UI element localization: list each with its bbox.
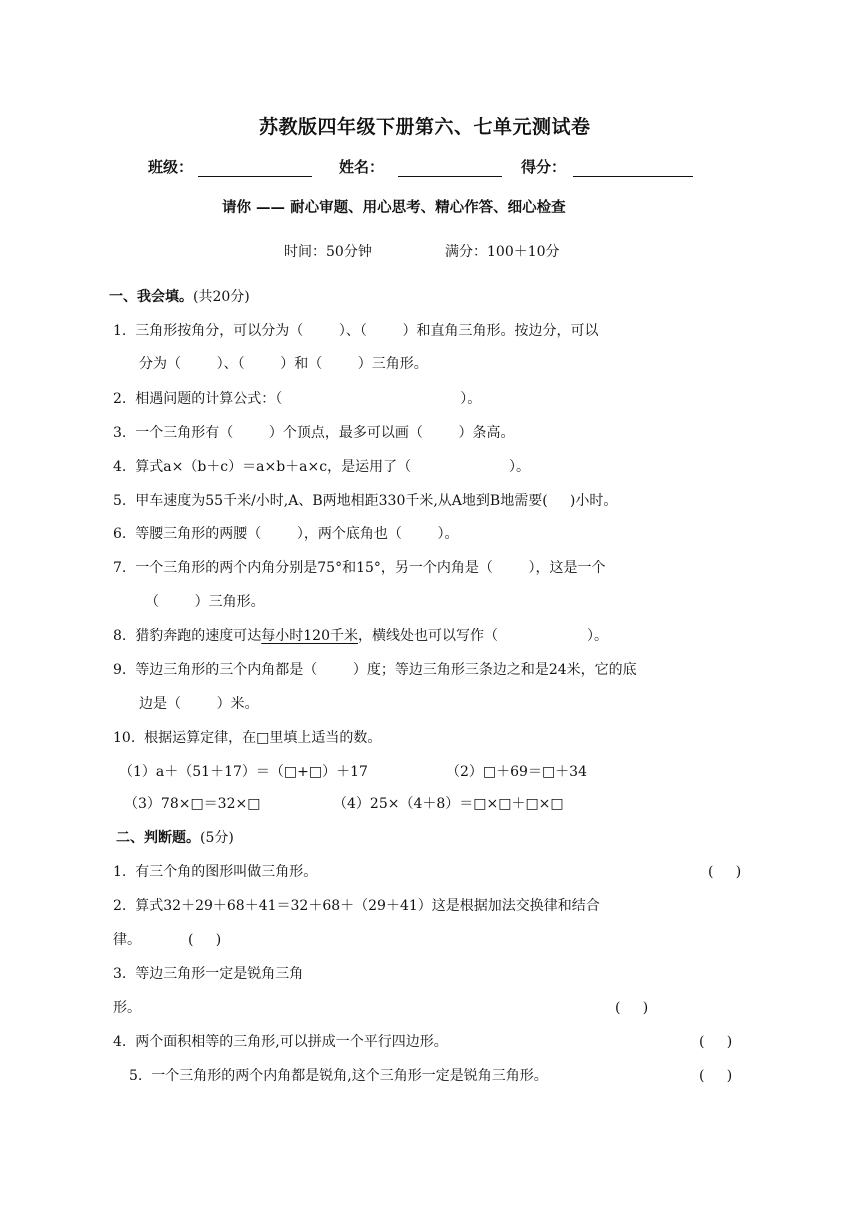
judge-2-line1: 2. 算式32＋29＋68＋41＝32＋68＋（29＋41）这是根据加法交换律和结合 [113,898,600,914]
question-8-pre: 8. 猎豹奔跑的速度可达 [113,628,262,644]
question-2: 2. 相遇问题的计算公式：（ ）。 [113,391,482,407]
name-blank[interactable] [398,162,502,177]
question-10-part2: （2）□＋69＝□＋34 [446,764,587,780]
judge-2-answer[interactable]: ( ) [188,932,222,948]
score-blank[interactable] [573,162,693,177]
score-label: 得分： [521,158,567,176]
judge-2-line2: 律。 [113,932,141,948]
section1-title: 一、我会填。 [109,289,193,305]
question-7-line1: 7. 一个三角形的两个内角分别是75°和15°，另一个内角是（ ），这是一个 [113,560,606,576]
name-label: 姓名： [339,158,385,176]
judge-3-line2: 形。 [113,1000,141,1016]
judge-1: 1. 有三个角的图形叫做三角形。 [113,864,318,880]
judge-3-answer[interactable]: ( ) [615,1000,649,1016]
section2-header [116,831,234,845]
motto: 请你 —— 耐心审题、用心思考、精心作答、细心检查 [222,199,566,216]
question-1-line2: 分为（ ）、（ ）和（ ）三角形。 [139,356,428,372]
page-title: 苏教版四年级下册第六、七单元测试卷 [259,116,591,138]
judge-5-answer[interactable]: ( ) [699,1068,733,1084]
question-1-line1: 1. 三角形按角分，可以分为（ ）、（ ）和直角三角形。按边分，可以 [113,323,599,339]
question-9-line2: 边是（ ）米。 [139,696,259,712]
question-4: 4. 算式a×（b＋c）＝a×b＋a×c，是运用了（ ）。 [113,459,530,475]
time-limit: 时间：50分钟 [284,244,372,260]
section2-points: (5分) [200,830,234,846]
judge-3-line1: 3. 等边三角形一定是锐角三角 [113,966,304,982]
class-blank[interactable] [198,162,312,177]
section2-title: 二、判断题。 [116,830,200,846]
question-3: 3. 一个三角形有（ ）个顶点，最多可以画（ ）条高。 [113,425,515,441]
judge-5: 5. 一个三角形的两个内角都是锐角,这个三角形一定是锐角三角形。 [129,1068,548,1084]
judge-4-answer[interactable]: ( ) [699,1034,733,1050]
question-8-underlined: 每小时120千米 [261,628,358,644]
question-10: 10. 根据运算定律，在□里填上适当的数。 [113,730,382,746]
question-10-part1: （1）a＋（51＋17）＝（□+□）＋17 [119,764,368,780]
question-10-part4: （4）25×（4＋8）＝□×□＋□×□ [333,796,564,812]
question-6: 6. 等腰三角形的两腰（ ），两个底角也（ ）。 [113,526,459,542]
section1-header [109,290,250,304]
question-8-post: ，横线处也可以写作（ ）。 [358,628,609,644]
full-score: 满分：100＋10分 [445,244,560,260]
question-5: 5. 甲车速度为55千米/小时,A、B两地相距330千米,从A地到B地需要( )小时。 [113,493,618,509]
question-10-part3: （3）78×□＝32×□ [124,796,261,812]
question-7-line2: （ ）三角形。 [145,594,265,610]
question-8 [113,629,608,643]
question-9-line1: 9. 等边三角形的三个内角都是（ ）度；等边三角形三条边之和是24米，它的底 [113,662,637,678]
judge-1-answer[interactable]: ( ) [708,864,742,880]
section1-points: (共20分) [193,289,250,305]
class-label: 班级： [148,158,194,176]
judge-4: 4. 两个面积相等的三角形,可以拼成一个平行四边形。 [113,1034,448,1050]
